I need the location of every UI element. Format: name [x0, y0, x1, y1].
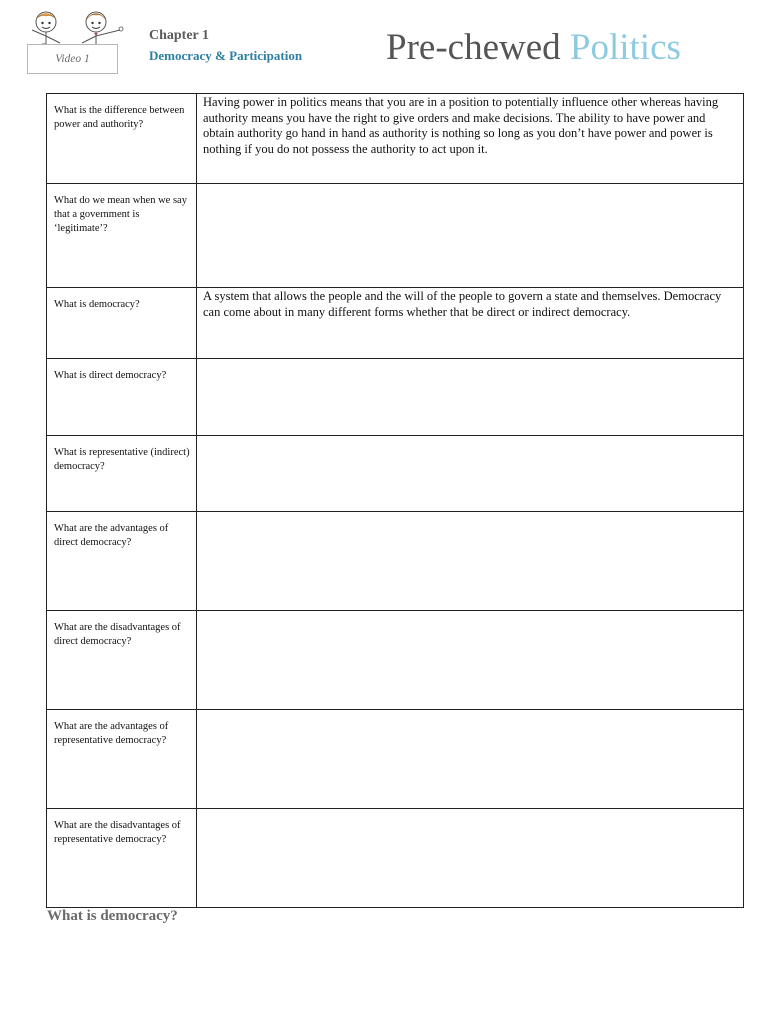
- question-table: [46, 93, 744, 908]
- table-row: [47, 359, 744, 436]
- answer-cell[interactable]: A system that allows the people and the will of the people to govern a state and themselves. Democracy can come about in many different forms whether that be direct or indirect democracy.: [197, 288, 744, 359]
- section-heading: What is democracy?: [47, 908, 178, 924]
- question-cell: [47, 94, 197, 184]
- question-text: What are the disadvantages of representative democracy?: [54, 820, 181, 845]
- chapter-label: Chapter 1: [149, 28, 210, 43]
- question-text: What is democracy?: [54, 299, 140, 310]
- question-text: What are the advantages of direct democracy?: [54, 523, 169, 548]
- table-row: [47, 809, 744, 908]
- answer-cell[interactable]: [197, 512, 744, 611]
- question-cell: [47, 184, 197, 288]
- answer-cell[interactable]: Having power in politics means that you are in a position to potentially influence other whereas having authority means you have the right to give orders and make decisions. The ability to have power and obtain authority go hand in hand as authority is nothing so long as you don’t have power and power is nothing if you do not possess the authority to act upon it.: [197, 94, 744, 184]
- question-cell: [47, 288, 197, 359]
- question-cell: [47, 512, 197, 611]
- question-text: What are the advantages of representative democracy?: [54, 721, 169, 746]
- question-text: What is direct democracy?: [54, 370, 167, 381]
- table-row: [47, 611, 744, 710]
- question-text: What is the difference between power and authority?: [54, 105, 185, 130]
- page-header: [0, 0, 768, 90]
- table-row: [47, 184, 744, 288]
- video-badge: Video 1: [27, 44, 118, 74]
- chapter-subtitle: Democracy & Participation: [149, 48, 303, 63]
- table-row: [47, 512, 744, 611]
- table-row: [47, 288, 744, 359]
- question-text: What do we mean when we say that a government is ‘legitimate’?: [54, 195, 187, 234]
- question-text: What are the disadvantages of direct democracy?: [54, 622, 181, 647]
- table-row: [47, 94, 744, 184]
- question-cell: [47, 809, 197, 908]
- brand-title: [386, 28, 681, 68]
- table-row: [47, 710, 744, 809]
- brand-title-accent: Politics: [569, 27, 681, 68]
- answer-cell[interactable]: [197, 611, 744, 710]
- answer-cell[interactable]: [197, 436, 744, 512]
- table-row: [47, 436, 744, 512]
- answer-cell[interactable]: [197, 809, 744, 908]
- question-cell: [47, 359, 197, 436]
- question-cell: [47, 611, 197, 710]
- answer-cell[interactable]: [197, 710, 744, 809]
- answer-cell[interactable]: [197, 359, 744, 436]
- question-cell: [47, 436, 197, 512]
- brand-title-main: Pre-chewed: [386, 27, 570, 68]
- answer-cell[interactable]: [197, 184, 744, 288]
- question-cell: [47, 710, 197, 809]
- question-text: What is representative (indirect) democracy?: [54, 447, 190, 472]
